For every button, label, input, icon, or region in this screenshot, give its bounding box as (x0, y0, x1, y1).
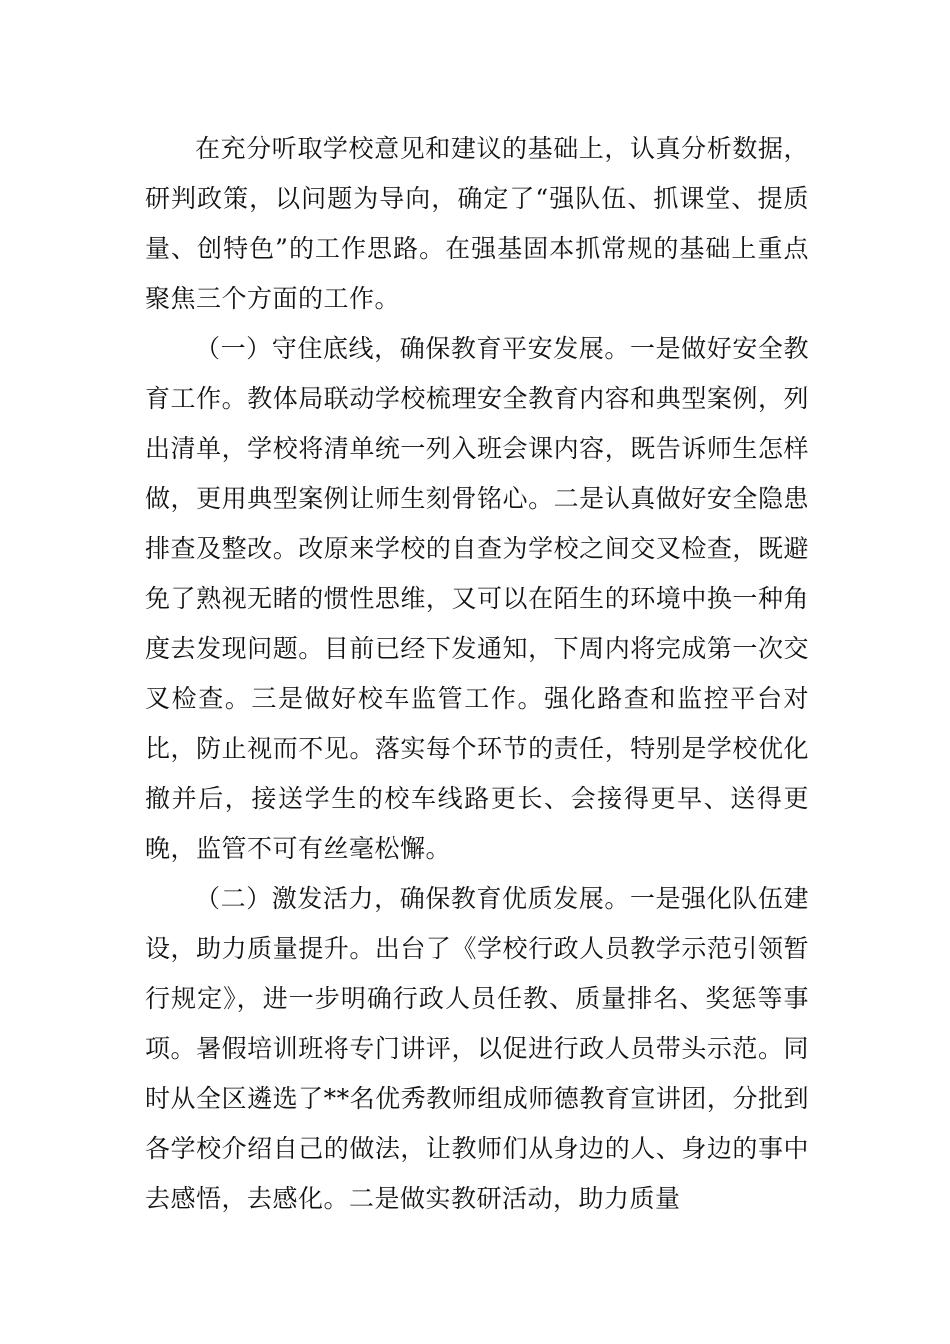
paragraph-section-2: （二）激发活力，确保教育优质发展。一是强化队伍建设，助力质量提升。出台了《学校行政人员教学示范引领暂行规定》，进一步明确行政人员任教、质量排名、奖惩等事项。暑假培训班将专门讲评，以促进行政人员带头示范。同时从全区遴选了**名优秀教师组成师德教育宣讲团，分批到各学校介绍自己的做法，让教师们从身边的人、身边的事中去感悟，去感化。二是做实教研活动，助力质量 (145, 884, 809, 1213)
paragraph-section-1: （一）守住底线，确保教育平安发展。一是做好安全教育工作。教体局联动学校梳理安全教育内容和典型案例，列出清单，学校将清单统一列入班会课内容，既告诉师生怎样做，更用典型案例让师生刻骨铭心。二是认真做好安全隐患排查及整改。改原来学校的自查为学校之间交叉检查，既避免了熟视无睹的惯性思维，又可以在陌生的环境中换一种角度去发现问题。目前已经下发通知，下周内将完成第一次交叉检查。三是做好校车监管工作。强化路查和监控平台对比，防止视而不见。落实每个环节的责任，特别是学校优化撤并后，接送学生的校车线路更长、会接得更早、送得更晚，监管不可有丝毫松懈。 (145, 334, 809, 863)
document-body (145, 124, 809, 1224)
paragraph-intro: 在充分听取学校意见和建议的基础上，认真分析数据，研判政策，以问题为导向，确定了“强队伍、抓课堂、提质量、创特色”的工作思路。在强基固本抓常规的基础上重点聚焦三个方面的工作。 (145, 134, 809, 313)
